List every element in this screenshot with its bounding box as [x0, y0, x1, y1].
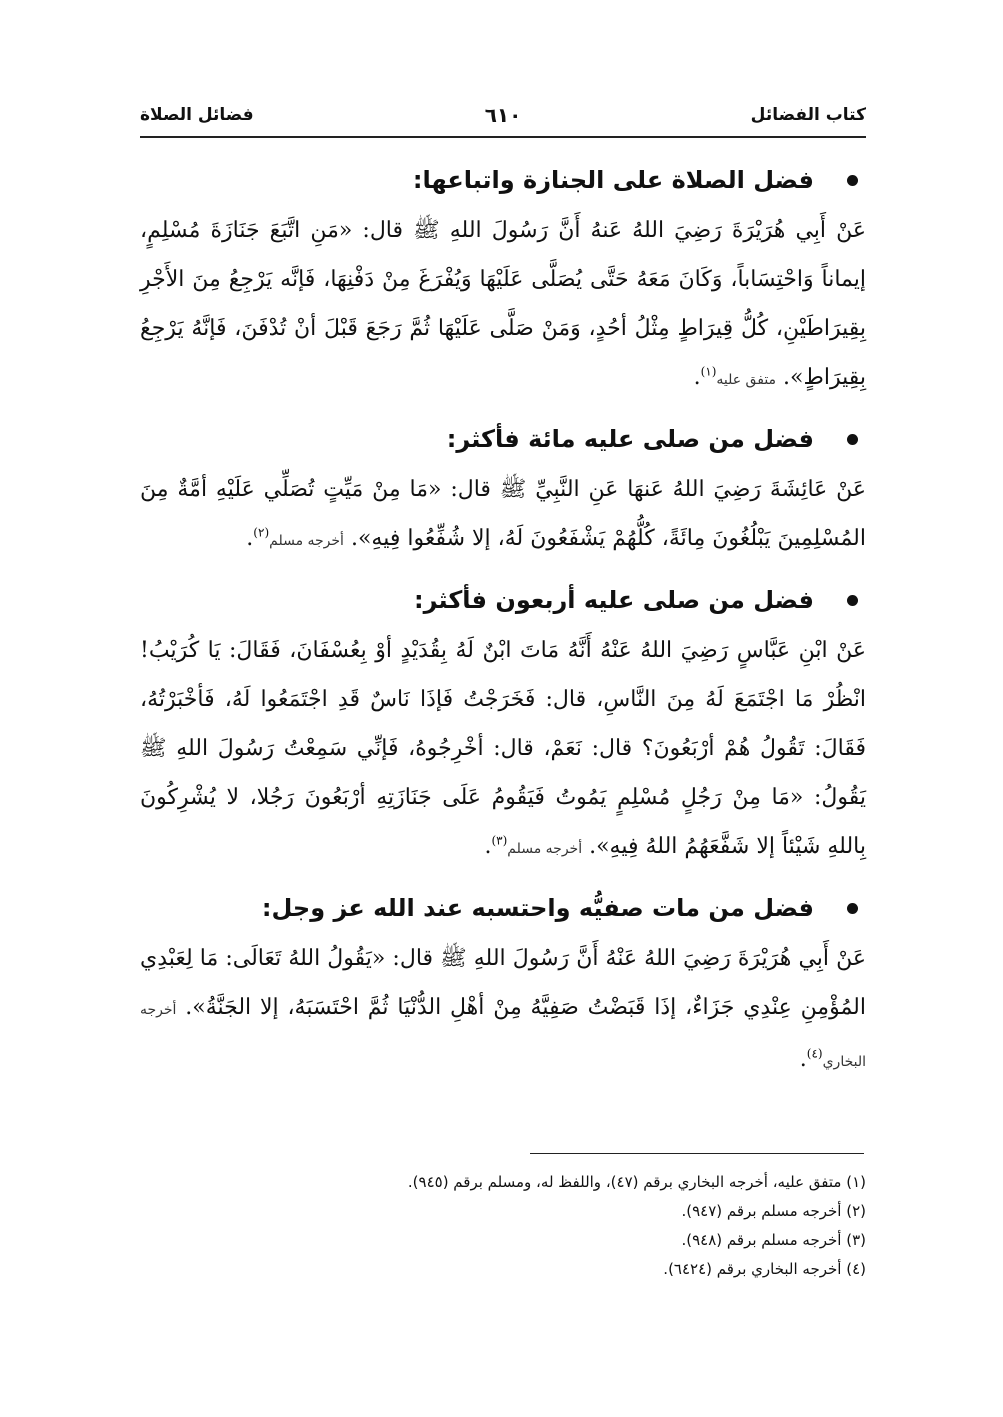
hadith-source: أخرجه مسلم — [507, 841, 583, 857]
section-heading — [140, 419, 866, 459]
section-funeral-prayer — [140, 160, 866, 405]
hadith-source: أخرجه مسلم — [269, 533, 344, 549]
page-number: ٦١٠ — [484, 103, 522, 127]
hadith-body: عَنْ أَبِي هُرَيْرَةَ رَضِيَ اللهُ عَنهُ أَنَّ رَسُولَ اللهِ ﷺ قال: «مَنِ اتَّبَعَ جَنَازَةَ مُسْلِمٍ، إيماناً وَاحْتِسَاباً، وَكَانَ مَعَهُ حَتَّى يُصَلَّى عَلَيْهَا وَيُفْرَغَ مِنْ دَفْنِهَا، فَإنَّه يَرْجِعُ مِنَ الأَجْرِ بِقِيرَاطَيْنِ، كُلُّ قِيرَاطٍ مِثْلُ أحُدٍ، وَمَنْ صَلَّى عَلَيْهَا ثُمَّ رَجَعَ قَبْلَ أنْ تُدْفَنَ، فَإنَّهُ يَرْجِعُ بِقِيرَاطٍ». — [140, 218, 866, 390]
footnote-ref: (٤) — [806, 1046, 823, 1061]
chapter-title: فضائل الصلاة — [140, 105, 254, 125]
bullet-icon — [847, 595, 858, 606]
main-text — [140, 160, 866, 1101]
footnote-ref: (٣) — [491, 833, 508, 848]
hadith-body: عَنْ ابْنِ عَبَّاسٍ رَضِيَ اللهُ عَنْهُ أَنَّهُ مَاتَ ابْنٌ لَهُ بِقُدَيْدٍ أوْ بِعُسْفَانَ، فَقَالَ: يَا كُرَيْبُ! انْظُرْ مَا اجْتَمَعَ لَهُ مِنَ النَّاسِ، قال: فَخَرَجْتُ فَإذَا نَاسٌ قَدِ اجْتَمَعُوا لَهُ، فَأخْبَرْتُهُ، فَقَالَ: تَقُولُ هُمْ أرْبَعُونَ؟ قال: نَعَمْ، قال: أخْرِجُوهُ، فَإنِّي سَمِعْتُ رَسُولَ اللهِ ﷺ يَقُولُ: «مَا مِنْ رَجُلٍ مُسْلِمٍ يَمُوتُ فَيَقُومُ عَلَى جَنَازَتِهِ أرْبَعُونَ رَجُلا، لا يُشْرِكُونَ بِاللهِ شَيْئاً إلا شَفَّعَهُمُ اللهُ فِيهِ». — [140, 638, 866, 859]
section-heading-text: فضل من صلى عليه أربعون فأكثر: — [414, 586, 814, 614]
section-heading-text: فضل من مات صفيُّه واحتسبه عند الله عز وجل: — [261, 894, 814, 922]
footnote-2: (٢) أخرجه مسلم برقم (٩٤٧). — [681, 1202, 866, 1220]
section-hundred-prayers — [140, 419, 866, 566]
hadith-text: عَنْ عَائِشَةَ رَضِيَ اللهُ عَنهَا عَنِ النَّبِيِّ ﷺ قال: «مَا مِنْ مَيِّتٍ تُصَلِّي عَلَيْهِ أمَّةٌ مِنَ المُسْلِمِينَ يَبْلُغُونَ مِائَةً، كُلُّهُمْ يَشْفَعُونَ لَهُ، إلا شُفِّعُوا فِيهِ». أخرجه مسلم$^{(٢)}$. — [140, 477, 866, 551]
section-heading-text: فضل من صلى عليه مائة فأكثر: — [446, 425, 814, 453]
footnote-4: (٤) أخرجه البخاري برقم (٦٤٢٤). — [663, 1260, 866, 1278]
hadith-text: عَنْ أَبِي هُرَيْرَةَ رَضِيَ اللهُ عَنْهُ أَنَّ رَسُولَ اللهِ ﷺ قال: «يَقُولُ اللهُ تَعَالَى: مَا لِعَبْدِي المُؤْمِنِ عِنْدِي جَزَاءٌ، إذَا قَبَضْتُ صَفِيَّهُ مِنْ أهْلِ الدُّنْيَا ثُمَّ احْتَسَبَهُ، إلا الجَنَّةُ». أخرجه البخاري$^{(٤)}$. — [140, 946, 866, 1072]
section-heading — [140, 888, 866, 928]
footnote-1: (١) متفق عليه، أخرجه البخاري برقم (٤٧)، واللفظ له، ومسلم برقم (٩٤٥). — [407, 1173, 866, 1191]
header-rule — [140, 136, 866, 138]
hadith-source: متفق عليه — [716, 372, 777, 388]
footnote-ref: (٢) — [253, 525, 270, 540]
bullet-icon — [847, 175, 858, 186]
hadith-body: عَنْ عَائِشَةَ رَضِيَ اللهُ عَنهَا عَنِ النَّبِيِّ ﷺ قال: «مَا مِنْ مَيِّتٍ تُصَلِّي عَلَيْهِ أمَّةٌ مِنَ المُسْلِمِينَ يَبْلُغُونَ مِائَةً، كُلُّهُمْ يَشْفَعُونَ لَهُ، إلا شُفِّعُوا فِيهِ». — [140, 477, 866, 551]
footnotes — [140, 1168, 866, 1284]
bullet-icon — [847, 903, 858, 914]
hadith-body: عَنْ أَبِي هُرَيْرَةَ رَضِيَ اللهُ عَنْهُ أَنَّ رَسُولَ اللهِ ﷺ قال: «يَقُولُ اللهُ تَعَالَى: مَا لِعَبْدِي المُؤْمِنِ عِنْدِي جَزَاءٌ، إذَا قَبَضْتُ صَفِيَّهُ مِنْ أهْلِ الدُّنْيَا ثُمَّ احْتَسَبَهُ، إلا الجَنَّةُ». — [140, 946, 866, 1020]
bullet-icon — [847, 434, 858, 445]
footnote-3: (٣) أخرجه مسلم برقم (٩٤٨). — [681, 1231, 866, 1249]
hadith-source: أخرجه البخاري — [140, 1002, 866, 1070]
section-forty-prayers — [140, 580, 866, 874]
hadith-text: عَنْ أَبِي هُرَيْرَةَ رَضِيَ اللهُ عَنهُ أَنَّ رَسُولَ اللهِ ﷺ قال: «مَنِ اتَّبَعَ جَنَازَةَ مُسْلِمٍ، إيماناً وَاحْتِسَاباً، وَكَانَ مَعَهُ حَتَّى يُصَلَّى عَلَيْهَا وَيُفْرَغَ مِنْ دَفْنِهَا، فَإنَّه يَرْجِعُ مِنَ الأَجْرِ بِقِيرَاطَيْنِ، كُلُّ قِيرَاطٍ مِثْلُ أحُدٍ، وَمَنْ صَلَّى عَلَيْهَا ثُمَّ رَجَعَ قَبْلَ أنْ تُدْفَنَ، فَإنَّهُ يَرْجِعُ بِقِيرَاطٍ». متفق عليه$^{(١)}$. — [140, 218, 866, 390]
section-heading — [140, 160, 866, 200]
footnote-rule — [530, 1153, 864, 1154]
section-heading — [140, 580, 866, 620]
book-title: كتاب الفضائل — [750, 105, 866, 125]
section-loved-one — [140, 888, 866, 1087]
hadith-text: عَنْ ابْنِ عَبَّاسٍ رَضِيَ اللهُ عَنْهُ أَنَّهُ مَاتَ ابْنٌ لَهُ بِقُدَيْدٍ أوْ بِعُسْفَانَ، فَقَالَ: يَا كُرَيْبُ! انْظُرْ مَا اجْتَمَعَ لَهُ مِنَ النَّاسِ، قال: فَخَرَجْتُ فَإذَا نَاسٌ قَدِ اجْتَمَعُوا لَهُ، فَأخْبَرْتُهُ، فَقَالَ: تَقُولُ هُمْ أرْبَعُونَ؟ قال: نَعَمْ، قال: أخْرِجُوهُ، فَإنِّي سَمِعْتُ رَسُولَ اللهِ ﷺ يَقُولُ: «مَا مِنْ رَجُلٍ مُسْلِمٍ يَمُوتُ فَيَقُومُ عَلَى جَنَازَتِهِ أرْبَعُونَ رَجُلا، لا يُشْرِكُونَ بِاللهِ شَيْئاً إلا شَفَّعَهُمُ اللهُ فِيهِ». أخرجه مسلم$^{(٣)}$. — [140, 638, 866, 859]
footnote-ref: (١) — [700, 364, 717, 379]
running-header — [140, 100, 866, 134]
section-heading-text: فضل الصلاة على الجنازة واتباعها: — [412, 166, 814, 194]
